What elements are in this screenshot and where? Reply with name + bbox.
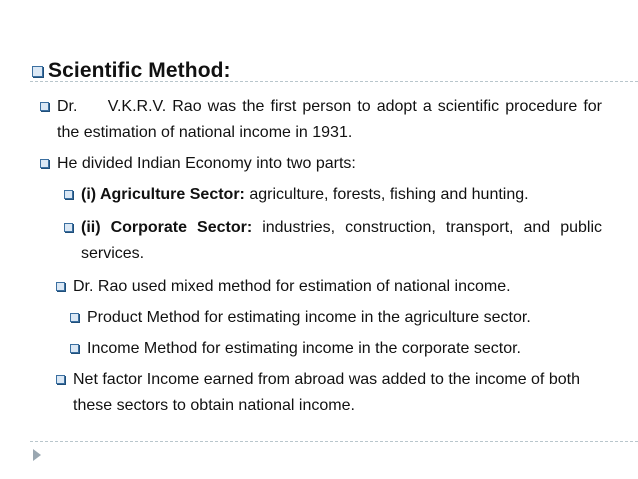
bullet-text: [81, 215, 602, 267]
bullet-net-factor-income: [56, 367, 602, 419]
bullet-text: Dr. Rao used mixed method for estimation of national income.: [73, 278, 511, 295]
checkbox-bullet-icon: [70, 344, 79, 353]
bullet-text: Net factor Income earned from abroad was added to the income of both these sectors to obtain national income.: [73, 371, 580, 414]
bullet-divided-economy: [40, 151, 602, 177]
checkbox-bullet-icon: [32, 66, 43, 77]
bullet-product-method: [70, 305, 602, 331]
checkbox-bullet-icon: [70, 313, 79, 322]
checkbox-bullet-icon: [40, 102, 49, 111]
checkbox-bullet-icon: [40, 159, 49, 168]
bullet-text: Product Method for estimating income in the agriculture sector.: [87, 309, 531, 326]
bullet-text: [81, 182, 529, 208]
checkbox-bullet-icon: [56, 282, 65, 291]
bullet-corporate-sector: [64, 215, 602, 267]
bullet-bold-label: (ii) Corporate Sector:: [81, 219, 253, 236]
checkbox-bullet-icon: [64, 223, 73, 232]
bullet-rao-first-person: [40, 94, 607, 146]
bullet-bold-label: (i) Agriculture Sector:: [81, 186, 245, 203]
bullet-income-method: [70, 336, 602, 362]
bullet-text: Dr. V.K.R.V. Rao was the first person to adopt a scientific procedure for the estimation of national income in 1931.: [57, 98, 607, 141]
slide-title: Scientific Method:: [48, 59, 231, 82]
triangle-arrow-icon: [33, 449, 41, 461]
bullet-text: Income Method for estimating income in the corporate sector.: [87, 340, 521, 357]
footer-divider: [30, 441, 638, 442]
title-row: [32, 59, 231, 83]
checkbox-bullet-icon: [64, 190, 73, 199]
bullet-mixed-method: [56, 274, 602, 300]
bullet-agriculture-sector: [64, 182, 602, 208]
checkbox-bullet-icon: [56, 375, 65, 384]
bullet-rest-text: agriculture, forests, fishing and hunting.: [244, 186, 529, 203]
title-divider: [30, 81, 638, 82]
bullet-text: He divided Indian Economy into two parts:: [57, 155, 356, 172]
bullet-rest-text: industries, construction, transport, and public services.: [81, 219, 602, 262]
